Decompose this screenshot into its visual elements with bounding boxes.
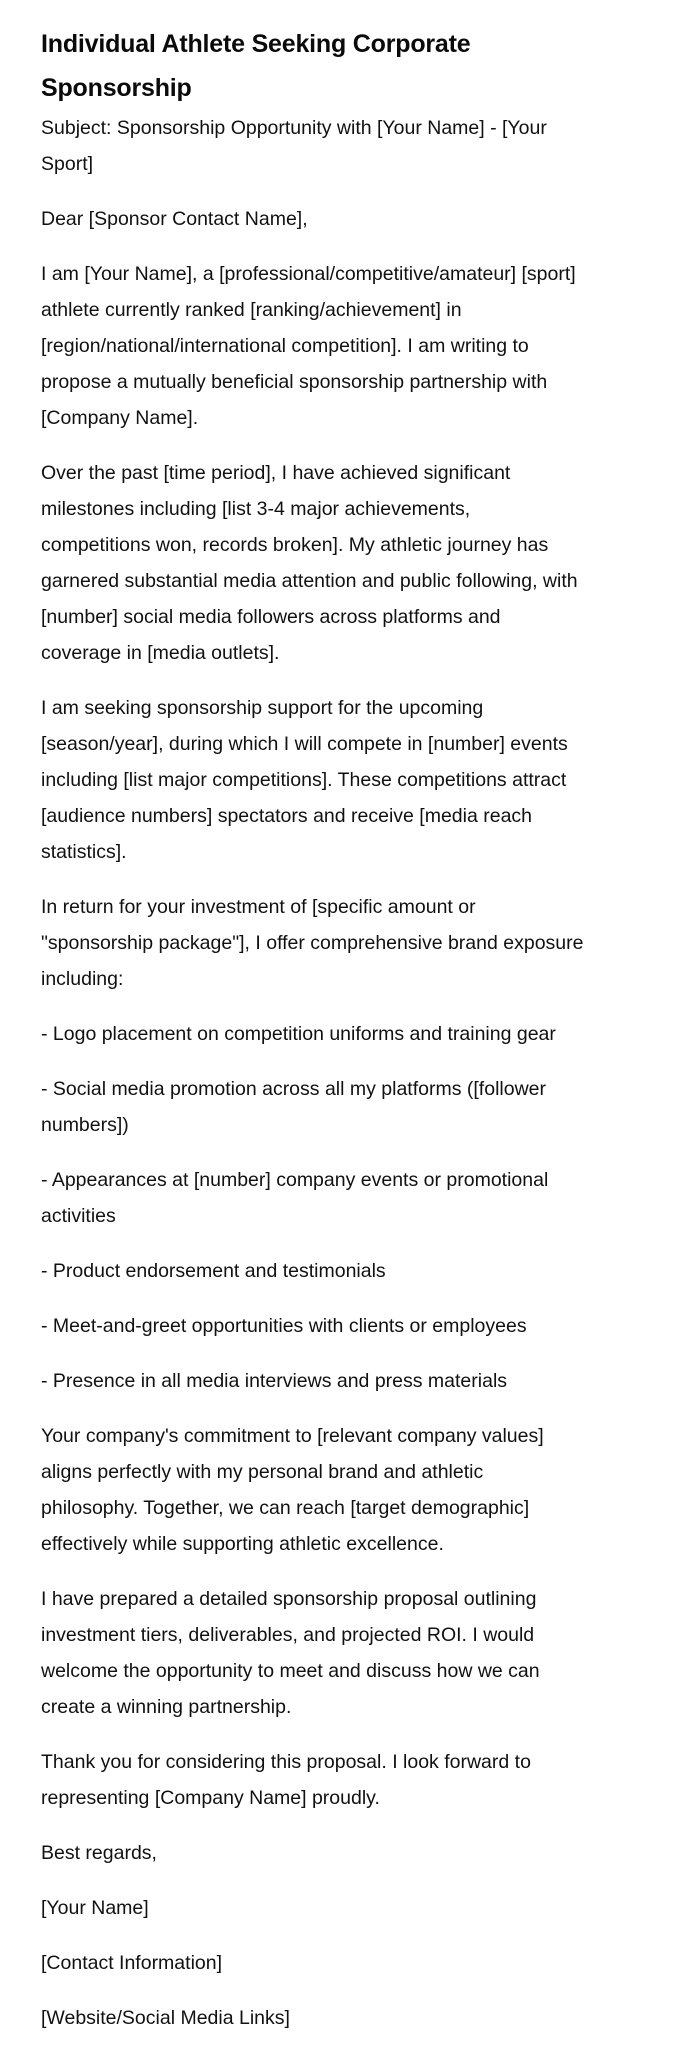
benefit-line: - Meet-and-greet opportunities with clients or employees <box>41 1315 527 1337</box>
paragraph-line: I have prepared a detailed sponsorship proposal outlining <box>41 1588 537 1610</box>
paragraph-line: I am seeking sponsorship support for the upcoming <box>41 697 484 719</box>
benefit-item-social-media <box>41 1071 661 1143</box>
values-paragraph <box>41 1418 661 1562</box>
paragraph-line: Your company's commitment to [relevant company values] <box>41 1425 544 1447</box>
paragraph-line: [number] social media followers across platforms and <box>41 606 501 628</box>
paragraph-line: milestones including [list 3-4 major achievements, <box>41 498 471 520</box>
benefit-line: - Logo placement on competition uniforms and training gear <box>41 1023 556 1045</box>
paragraph-line: "sponsorship package"], I offer comprehensive brand exposure <box>41 932 584 954</box>
paragraph-line: including: <box>41 968 124 990</box>
paragraph-line: philosophy. Together, we can reach [target demographic] <box>41 1497 530 1519</box>
paragraph-line: [region/national/international competition]. I am writing to <box>41 335 529 357</box>
benefit-line: - Product endorsement and testimonials <box>41 1260 386 1282</box>
benefit-item-endorsement <box>41 1253 661 1289</box>
paragraph-line: representing [Company Name] proudly. <box>41 1787 380 1809</box>
greeting-text: Dear [Sponsor Contact Name], <box>41 208 308 230</box>
benefit-item-media-presence <box>41 1363 661 1399</box>
proposal-paragraph <box>41 1581 661 1725</box>
signature-contact-text: [Contact Information] <box>41 1952 223 1974</box>
subject-line-1: Subject: Sponsorship Opportunity with [Your Name] - [Your <box>41 117 547 139</box>
signoff <box>41 1835 661 1871</box>
paragraph-line: coverage in [media outlets]. <box>41 642 280 664</box>
paragraph-line: welcome the opportunity to meet and discuss how we can <box>41 1660 540 1682</box>
paragraph-line: [Company Name]. <box>41 407 199 429</box>
paragraph-line: create a winning partnership. <box>41 1696 292 1718</box>
signature-name-text: [Your Name] <box>41 1897 149 1919</box>
benefit-item-meet-and-greet <box>41 1308 661 1344</box>
paragraph-line: Thank you for considering this proposal. I look forward to <box>41 1751 531 1773</box>
benefit-line: numbers]) <box>41 1114 129 1136</box>
paragraph-line: including [list major competitions]. These competitions attract <box>41 769 567 791</box>
paragraph-line: effectively while supporting athletic excellence. <box>41 1533 444 1555</box>
thank-you-paragraph <box>41 1744 661 1816</box>
signature-links <box>41 2000 661 2036</box>
benefit-line: - Social media promotion across all my platforms ([follower <box>41 1078 547 1100</box>
subject-line <box>41 110 661 182</box>
paragraph-line: In return for your investment of [specific amount or <box>41 896 476 918</box>
season-paragraph <box>41 690 661 870</box>
paragraph-line: statistics]. <box>41 841 127 863</box>
benefit-line: - Appearances at [number] company events or promotional <box>41 1169 549 1191</box>
signature-contact <box>41 1945 661 1981</box>
signature-links-text: [Website/Social Media Links] <box>41 2007 290 2029</box>
paragraph-line: propose a mutually beneficial sponsorship partnership with <box>41 371 548 393</box>
paragraph-line: Over the past [time period], I have achieved significant <box>41 462 511 484</box>
benefit-item-logo <box>41 1016 661 1052</box>
intro-paragraph <box>41 256 661 436</box>
offer-paragraph <box>41 889 661 997</box>
paragraph-line: [audience numbers] spectators and receive [media reach <box>41 805 533 827</box>
paragraph-line: I am [Your Name], a [professional/competitive/amateur] [sport] <box>41 263 576 285</box>
paragraph-line: athlete currently ranked [ranking/achievement] in <box>41 299 462 321</box>
paragraph-line: investment tiers, deliverables, and projected ROI. I would <box>41 1624 535 1646</box>
paragraph-line: competitions won, records broken]. My athletic journey has <box>41 534 549 556</box>
title-line-2: Sponsorship <box>41 74 192 102</box>
title-line-1: Individual Athlete Seeking Corporate <box>41 30 471 58</box>
benefit-line: - Presence in all media interviews and press materials <box>41 1370 508 1392</box>
paragraph-line: [season/year], during which I will compete in [number] events <box>41 733 568 755</box>
subject-line-2: Sport] <box>41 153 94 175</box>
document-title <box>41 22 661 110</box>
greeting <box>41 201 661 237</box>
benefit-item-appearances <box>41 1162 661 1234</box>
paragraph-line: aligns perfectly with my personal brand and athletic <box>41 1461 484 1483</box>
achievements-paragraph <box>41 455 661 671</box>
letter-document <box>41 22 661 2055</box>
benefit-line: activities <box>41 1205 116 1227</box>
signoff-text: Best regards, <box>41 1842 157 1864</box>
paragraph-line: garnered substantial media attention and public following, with <box>41 570 578 592</box>
signature-name <box>41 1890 661 1926</box>
